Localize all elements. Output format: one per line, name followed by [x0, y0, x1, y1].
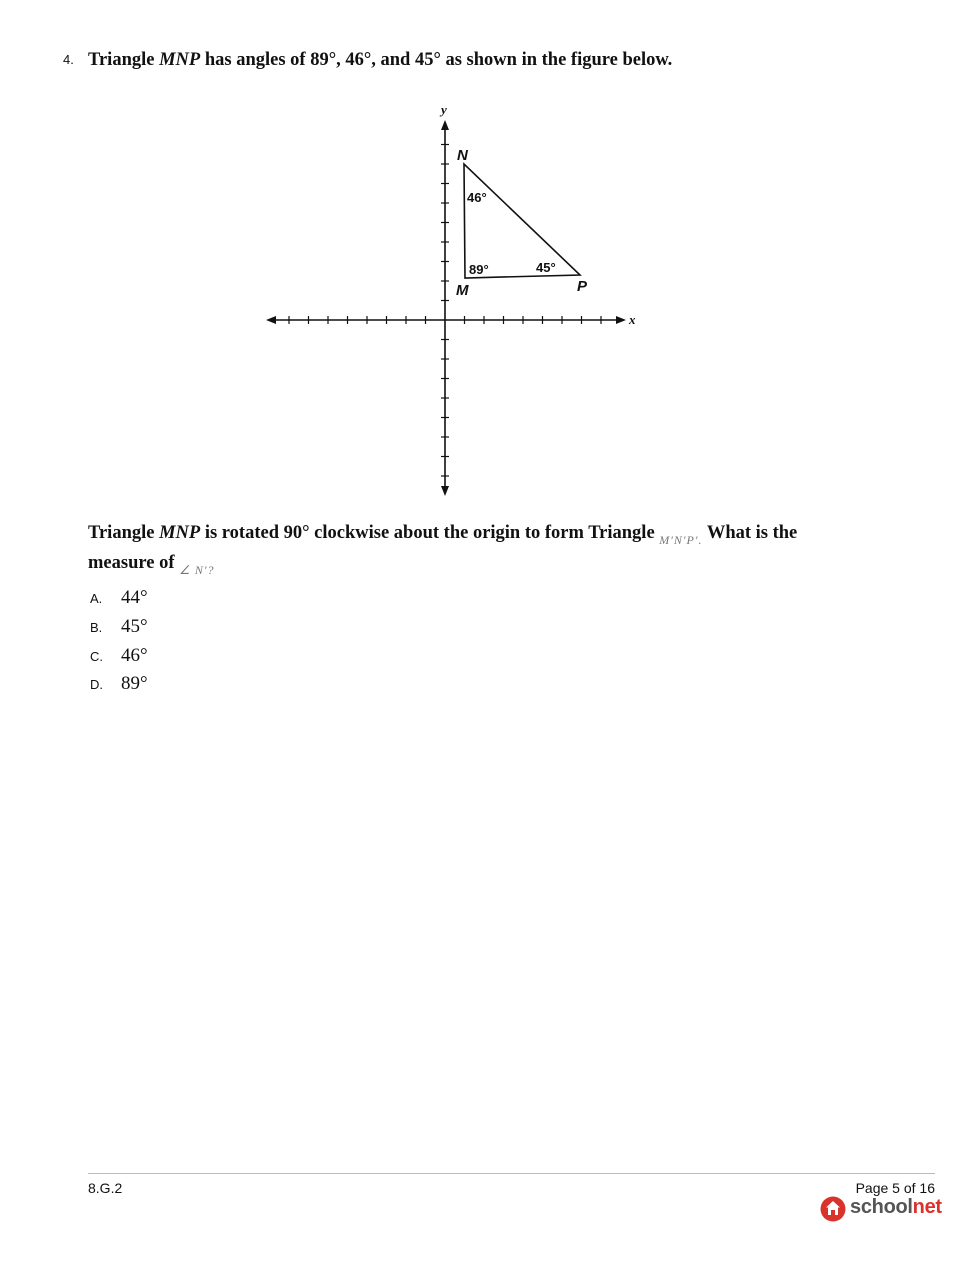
choice-text: 46° — [121, 645, 148, 666]
footer-divider — [88, 1173, 935, 1174]
question-prompt — [88, 50, 672, 71]
angle-label-p: 45° — [536, 260, 556, 275]
angle-label-m: 89° — [469, 262, 489, 277]
y-axis-up-arrow — [441, 120, 449, 130]
home-icon — [820, 1196, 846, 1222]
footer-page-number: Page 5 of 16 — [855, 1180, 935, 1196]
x-axis-right-arrow — [616, 316, 626, 324]
q2-angle-ref: ∠ N′? — [179, 563, 215, 577]
vertex-label-m: M — [456, 282, 469, 299]
choice-letter: C. — [90, 649, 103, 664]
x-axis-left-arrow — [266, 316, 276, 324]
choice-text: 44° — [121, 587, 148, 608]
q2-part2: is rotated 90° clockwise about the origin to form Triangle — [200, 523, 660, 543]
q2-part1: Triangle — [88, 523, 160, 543]
prompt-triangle-name: MNP — [159, 50, 201, 70]
coordinate-plane-figure — [260, 98, 650, 503]
triangle-mnp — [464, 164, 580, 278]
choice-text: 45° — [121, 616, 148, 637]
vertex-label-p: P — [577, 278, 588, 295]
prompt-before: Triangle — [88, 50, 160, 70]
logo-school: school — [850, 1196, 913, 1218]
axis-label-x: x — [629, 312, 636, 327]
choice-letter: B. — [90, 620, 103, 635]
choice-letter: A. — [90, 591, 103, 606]
logo-net: net — [912, 1196, 942, 1218]
vertex-label-n: N — [457, 147, 468, 164]
prompt-after: has angles of 89°, 46°, and 45° as shown in the figure below. — [200, 50, 673, 70]
footer-standard: 8.G.2 — [88, 1180, 123, 1196]
q2-triangle-name: MNP — [159, 523, 201, 543]
choice-text: 89° — [121, 673, 148, 694]
axis-label-y: y — [441, 102, 447, 117]
schoolnet-logo — [820, 1196, 940, 1224]
q2-part3: What is the measure of — [88, 523, 798, 573]
question-number: 4. — [63, 52, 74, 67]
choice-letter: D. — [90, 677, 103, 692]
y-axis-down-arrow — [441, 486, 449, 496]
logo-wordmark — [850, 1196, 942, 1219]
angle-label-n: 46° — [467, 190, 487, 205]
rotation-question — [88, 519, 848, 579]
q2-image-triangle-name: M′N′P′. — [659, 533, 703, 547]
